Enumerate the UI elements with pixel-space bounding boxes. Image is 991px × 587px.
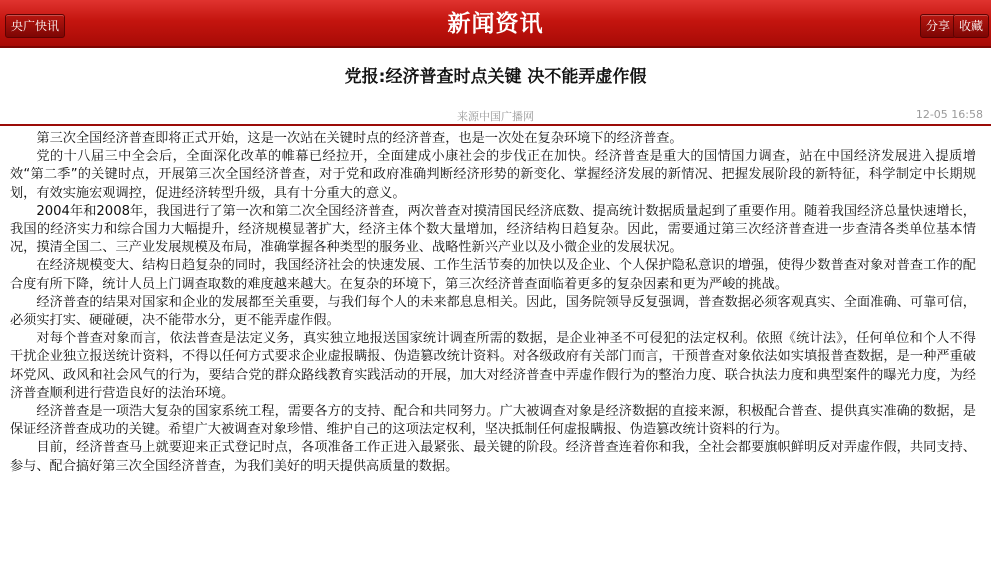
article-paragraph: 经济普查是一项浩大复杂的国家系统工程，需要各方的支持、配合和共同努力。广大被调查对象是经济数据的直接来源，积极配合普查、提供真实准确的数据，是保证经济普查成功的关键。希望广大被调查对象珍惜、维护自己的这项法定权利，坚决抵制任何虚报瞒报、伪造篡改统计资料的行为。 <box>10 404 976 438</box>
article-paragraph: 党的十八届三中全会后，全面深化改革的帷幕已经拉开，全面建成小康社会的步伐正在加快。经济普查是重大的国情国力调查，站在中国经济发展进入提质增效“第二季”的关键时点，开展第三次全国经济普查，对于党和政府准确判断经济形势的新变化、掌握经济发展的新情况、把握发展阶段的新特征，科学制定中长期规划，有效实施宏观调控，促进经济转型升级，具有十分重大的意义。 <box>10 149 976 201</box>
header-divider <box>0 124 991 126</box>
share-button[interactable]: 分享 <box>920 14 956 38</box>
article-time: 12-05 16:58 <box>915 108 983 121</box>
article-paragraph: 经济普查的结果对国家和企业的发展都至关重要，与我们每个人的未来都息息相关。因此，国务院领导反复强调，普查数据必须客观真实、全面准确、可靠可信，必须实打实、硬碰硬，决不能带水分，更不能弄虚作假。 <box>10 294 976 329</box>
article-paragraph: 目前，经济普查马上就要迎来正式登记时点，各项准备工作正进入最紧张、最关键的阶段。经济普查连着你和我，全社会都要旗帜鲜明反对弄虚作假，共同支持、参与、配合搞好第三次全国经济普查，为我们美好的明天提供高质量的数据。 <box>10 440 976 474</box>
article-body <box>10 130 976 476</box>
article-paragraph: 对每个普查对象而言，依法普查是法定义务，真实独立地报送国家统计调查所需的数据，是企业神圣不可侵犯的法定权利。依照《统计法》，任何单位和个人不得干扰企业独立报送统计资料，不得以任何方式要求企业虚报瞒报、伪造篡改统计资料。对各级政府有关部门而言，干预普查对象依法如实填报普查数据，是一种严重破坏党风、政风和社会风气的行为，要结合党的群众路线教育实践活动的开展，加大对经济普查中弄虚作假行为的整治力度、联合执法力度和典型案件的曝光力度，为经济普查顺利进行营造良好的法治环境。 <box>10 331 976 401</box>
article-paragraph: 2004年和2008年，我国进行了第一次和第二次全国经济普查，两次普查对摸清国民经济底数、提高统计数据质量起到了重要作用。随着我国经济总量快速增长，我国的经济实力和综合国力大幅提升，经济规模显著扩大，经济主体个数大量增加，经济结构日趋复杂。因此，需要通过第三次经济普查进一步查清各类单位基本情况，摸清全国二、三产业发展规模及布局，准确掌握各种类型的服务业、战略性新兴产业以及小微企业的发展状况。 <box>10 203 976 256</box>
article-paragraph: 在经济规模变大、结构日趋复杂的同时，我国经济社会的快速发展、工作生活节奏的加快以及企业、个人保护隐私意识的增强，使得少数普查对象对普查工作的配合度有所下降，统计人员上门调查取数的难度越来越大。在复杂的环境下，第三次经济普查面临着更多的复杂因素和更为严峻的挑战。 <box>10 258 976 292</box>
app-title: 新闻资讯 <box>447 11 544 37</box>
top-bar <box>0 0 991 48</box>
cnr-flash-button[interactable]: 央广快讯 <box>5 14 65 38</box>
article-source: 来源中国广播网 <box>457 110 534 123</box>
article-title: 党报:经济普查时点关键 决不能弄虚作假 <box>344 67 647 87</box>
article-paragraph: 第三次全国经济普查即将正式开始，这是一次站在关键时点的经济普查，也是一次处在复杂环境下的经济普查。 <box>36 131 683 146</box>
favorite-button[interactable]: 收藏 <box>953 14 989 38</box>
